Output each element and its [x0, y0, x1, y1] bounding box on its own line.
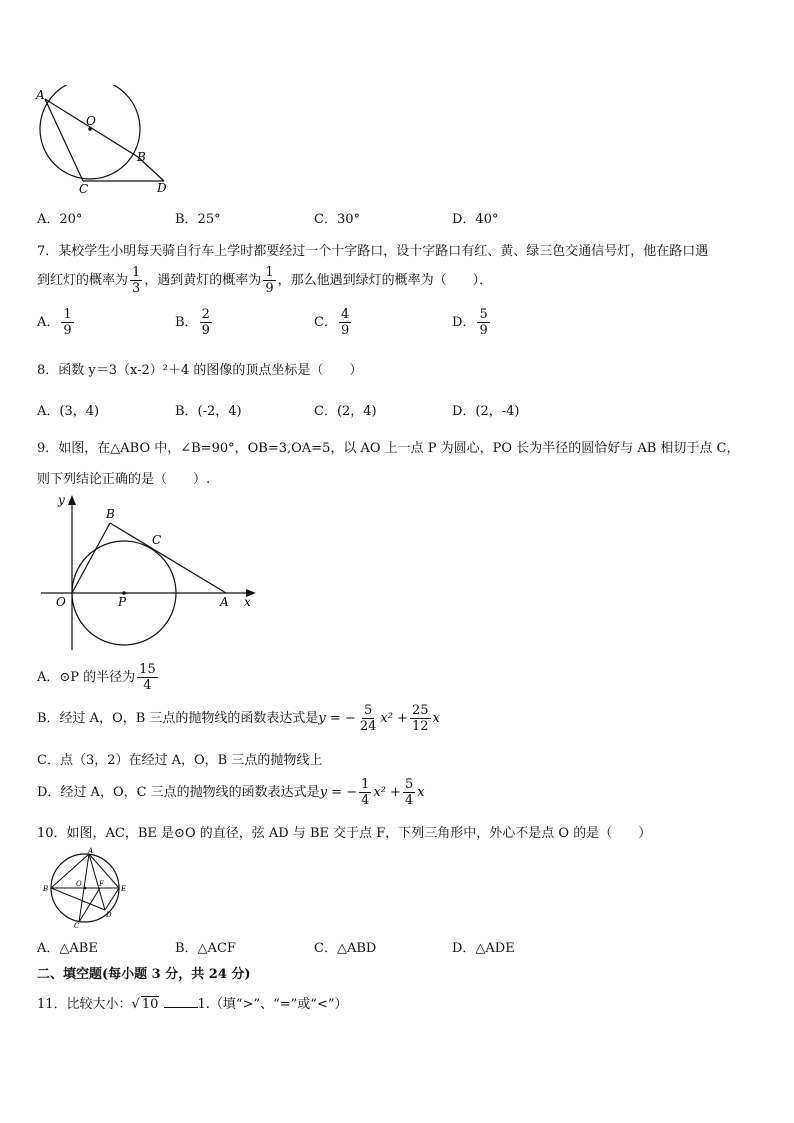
fig10-label-c: C: [74, 922, 80, 929]
q9-opt-d-frac2: [403, 777, 415, 808]
q9-opt-d-f1-den: 4: [361, 793, 370, 808]
fig6-label-a: A: [36, 88, 45, 102]
q7-opt-d-frac: [477, 307, 489, 338]
q7-opt-a-frac: [61, 307, 73, 338]
q6-option-b: B．25°: [175, 212, 221, 227]
q9-opt-b-f2-num: 25: [411, 703, 429, 718]
q8-option-d: D．(2，-4): [452, 404, 520, 419]
fig9-label-b: B: [106, 507, 115, 521]
q9-opt-b-f2-den: 12: [411, 719, 429, 734]
q7-opt-b-num: 2: [201, 307, 210, 322]
q9-line2: 则下列结论正确的是（ ）.: [37, 472, 211, 487]
q9-opt-d-end: x: [417, 785, 425, 800]
fig9-label-p: P: [118, 595, 127, 609]
fig9-label-o: O: [56, 595, 66, 609]
fig10-label-o: O: [76, 880, 82, 888]
q8-stem: 8．函数 y＝3（x-2）²＋4 的图像的顶点坐标是（ ）: [37, 363, 363, 378]
fig6-label-o: O: [86, 114, 96, 128]
q9-opt-a-num: 15: [139, 662, 156, 677]
q10-stem: 10．如图，AC，BE 是⊙O 的直径，弦 AD 与 BE 交于点 F，下列三角形中，外心不是点 O 的是（ ）: [37, 826, 652, 841]
q7-text-b: ，遇到黄灯的概率为: [144, 273, 262, 288]
fig10-label-d: D: [106, 911, 112, 919]
q9-opt-d-f2-num: 5: [404, 777, 414, 792]
fig9-label-a: A: [220, 595, 229, 609]
q10-figure: [40, 847, 130, 929]
q9-opt-d-y: y = −: [319, 785, 358, 800]
q9-opt-d-text: D．经过 A，O，C 三点的抛物线的函数表达式是: [37, 785, 320, 800]
q8-option-c: C．(2，4): [314, 404, 377, 419]
q9-opt-b-y: y = −: [318, 711, 356, 726]
fig9-label-c: C: [152, 533, 162, 547]
q9-opt-a-den: 4: [143, 678, 152, 693]
q7-option-d: [452, 307, 492, 338]
q9-opt-b-end: x: [432, 711, 440, 726]
q7-option-c: [314, 307, 353, 338]
fig10-label-e: E: [121, 885, 127, 893]
q11-answer-blank[interactable]: [164, 995, 198, 1008]
q7-frac-yellow-num: 1: [265, 265, 274, 280]
q7-opt-d-den: 9: [479, 323, 488, 338]
q10-option-b: B．△ACF: [175, 941, 236, 956]
q7-text-a: 到红灯的概率为: [37, 273, 129, 288]
q9-opt-b-f1-num: 5: [363, 703, 373, 718]
fig9-label-y: y: [58, 493, 65, 507]
section-heading-fill-in: 二、填空题(每小题 3 分，共 24 分): [37, 967, 251, 982]
q6-option-d: D．40°: [452, 212, 499, 227]
q7-opt-b-den: 9: [201, 323, 210, 338]
q6-figure: [30, 85, 180, 200]
fig10-label-a: A: [88, 847, 94, 855]
q9-option-a: [37, 662, 160, 693]
q9-figure: [38, 490, 268, 655]
q7-frac-red: [130, 265, 142, 296]
q9-opt-d-f2-den: 4: [404, 793, 414, 808]
q9-opt-d-f1-num: 1: [361, 777, 370, 792]
q7-option-b: [175, 307, 214, 338]
fig6-label-b: B: [137, 150, 146, 164]
q7-opt-b-frac: [200, 307, 212, 338]
q7-frac-red-num: 1: [132, 265, 141, 280]
q7-line1: 7．某校学生小明每天骑自行车上学时都要经过一个十字路口，设十字路口有红、黄、绿三色交通信号灯，他在路口遇: [37, 244, 709, 259]
fig6-label-d: D: [157, 181, 167, 195]
q8-option-b: B．(-2，4): [175, 404, 242, 419]
q7-opt-c-den: 9: [340, 323, 350, 338]
q11: [37, 993, 348, 1012]
q7-frac-red-den: 3: [132, 281, 141, 296]
q9-opt-b-frac2: [410, 703, 431, 734]
q7-opt-a-den: 9: [63, 323, 72, 338]
q10-option-d: D．△ADE: [452, 941, 515, 956]
q7-opt-a-num: 1: [63, 307, 72, 322]
q9-opt-a-text: A．⊙P 的半径为: [37, 670, 136, 685]
q7-opt-c-label: C．: [314, 315, 337, 330]
q7-opt-d-label: D．: [452, 315, 476, 330]
fig10-label-f: F: [99, 880, 104, 888]
q11-prefix: 11．比较大小：: [37, 997, 132, 1012]
q9-opt-b-f1-den: 24: [359, 719, 377, 734]
q11-radicand: 10: [141, 997, 159, 1012]
q11-after: 1.（填“>”、“=”或“<”）: [197, 997, 348, 1012]
q9-option-c: C．点（3，2）在经过 A，O，B 三点的抛物线上: [37, 753, 323, 768]
fig10-label-b: B: [43, 885, 49, 893]
q9-option-d: [37, 777, 425, 808]
q10-option-a: A．△ABE: [37, 941, 98, 956]
q7-line2: [37, 265, 492, 296]
q7-opt-c-frac: [339, 307, 351, 338]
q7-opt-a-label: A．: [37, 315, 60, 330]
q7-frac-yellow-den: 9: [265, 281, 274, 296]
sqrt-icon: √: [131, 997, 140, 1012]
q10-option-c: C．△ABD: [314, 941, 377, 956]
q9-opt-b-text: B．经过 A，O，B 三点的抛物线的函数表达式是: [37, 711, 319, 726]
q9-line1: 9．如图，在△ABO 中，∠B=90°，OB=3,OA=5，以 AO 上一点 P 为圆心，PO 长为半径的圆恰好与 AB 相切于点 C，: [37, 441, 740, 456]
q7-text-c: ，那么他遇到绿灯的概率为（ ）．: [277, 273, 493, 288]
q9-option-b: [37, 703, 440, 734]
q7-option-a: [37, 307, 76, 338]
fig6-label-c: C: [79, 182, 89, 196]
q7-frac-yellow: [263, 265, 275, 296]
q9-opt-a-frac: [137, 662, 158, 693]
q7-opt-d-num: 5: [479, 307, 488, 322]
fig9-label-x: x: [244, 595, 251, 609]
q9-opt-d-frac1: [359, 777, 371, 808]
q7-opt-b-label: B．: [175, 315, 198, 330]
q9-opt-d-mid: x² +: [373, 785, 401, 800]
q9-opt-b-frac1: [358, 703, 379, 734]
q9-opt-b-mid: x² +: [380, 711, 408, 726]
q7-opt-c-num: 4: [340, 307, 350, 322]
q8-option-a: A．(3，4): [37, 404, 100, 419]
q6-option-a: A．20°: [37, 212, 83, 227]
q6-option-c: C．30°: [314, 212, 360, 227]
